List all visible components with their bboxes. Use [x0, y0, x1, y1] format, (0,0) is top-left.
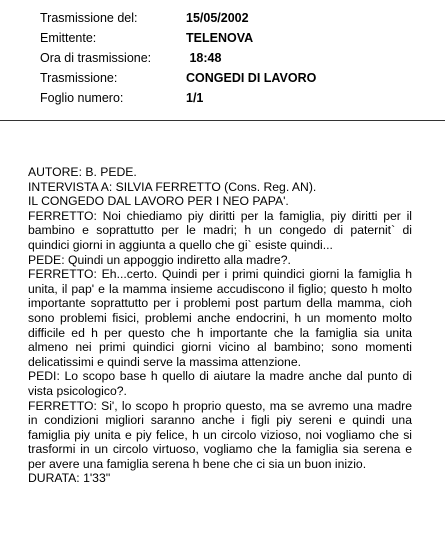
row-broadcast-date: [0, 8, 445, 28]
speech-text: Noi chiediamo piy diritti per la famiglia, piy diritti per il bambino e soprattutto per le madri; h un congedo di paternit` di quindici giorni in aggiunta a quello che gi` esiste quindi...: [28, 208, 412, 252]
speech-text: Si', lo scopo h proprio questo, ma se avremo una madre in condizioni migliori saranno anche i figli piy sereni e quindi una famiglia piy unita e piy felice, h un circolo vizioso, noi vogliamo che si trasformi in un circolo virtuoso, vogliamo che la famiglia sia serena e per avere una famiglia serena h bene che ci sia un buon inizio.: [28, 398, 412, 471]
value-program: CONGEDI DI LAVORO: [186, 71, 317, 85]
exchange-paragraph: [28, 209, 412, 253]
speech-text: Eh...certo. Quindi per i primi quindici giorni la famiglia h unita, il pap' e la mamma insieme accudiscono il figlio; questo h molto importante soprattutto per i problemi post partum della mamma, cioh sono problemi fisici, problemi anche endocrini, h un momento molto difficile ed h per questo che h importante che la famiglia sia unita almeno nei primi quindici giorni vicino al bambino; sono momenti delicatissimi e quindi serve la massima attenzione.: [28, 267, 412, 369]
transcript-title: IL CONGEDO DAL LAVORO PER I NEO PAPA'.: [28, 194, 289, 209]
speaker-name: FERRETTO:: [28, 208, 97, 223]
speech-text: Quindi un appoggio indiretto alla madre?.: [64, 252, 291, 267]
author-line: AUTORE: B. PEDE.: [28, 165, 137, 179]
speech-text: Lo scopo base h quello di aiutare la madre anche dal punto di vista psicologico?.: [28, 369, 412, 398]
label-sheet-number: Foglio numero:: [40, 91, 124, 105]
header-divider: [0, 120, 445, 121]
label-broadcaster: Emittente:: [40, 31, 97, 45]
exchange-paragraph: [28, 369, 412, 398]
value-broadcast-date: 15/05/2002: [186, 11, 249, 25]
label-broadcast-date: Trasmissione del:: [40, 11, 138, 25]
exchange-paragraph: [28, 399, 412, 472]
row-broadcast-time: [0, 48, 445, 68]
transcript-body: [28, 165, 412, 486]
speaker-name: PEDI:: [28, 369, 60, 384]
speaker-name: FERRETTO:: [28, 398, 97, 413]
value-sheet-number: 1/1: [186, 91, 204, 105]
value-broadcaster: TELENOVA: [186, 31, 254, 45]
label-program: Trasmissione:: [40, 71, 118, 85]
speaker-name: FERRETTO:: [28, 267, 97, 282]
row-broadcaster: [0, 28, 445, 48]
exchange-paragraph: [28, 253, 412, 268]
row-program: [0, 68, 445, 88]
label-broadcast-time: Ora di trasmissione:: [40, 51, 152, 65]
value-broadcast-time: 18:48: [186, 51, 222, 65]
row-sheet-number: [0, 88, 445, 108]
speaker-name: PEDE:: [28, 252, 65, 267]
interview-line: INTERVISTA A: SILVIA FERRETTO (Cons. Reg. AN).: [28, 179, 317, 194]
exchange-paragraph: [28, 267, 412, 369]
duration-line: DURATA: 1'33'': [28, 471, 111, 486]
